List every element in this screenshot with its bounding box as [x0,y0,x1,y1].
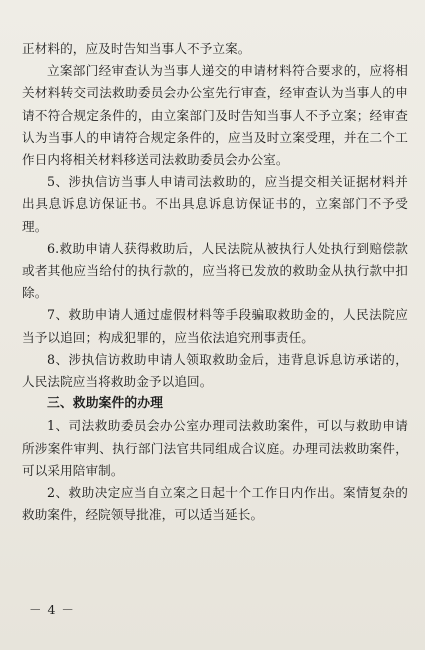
paragraph-item-5: 5、涉执信访当事人申请司法救助的，应当提交相关证据材料并出具息诉息访保证书。不出具息诉息访保证书的，立案部门不予受理。 [22,174,408,234]
page-number: － 4 － [29,602,75,617]
paragraph-item-7: 7、救助申请人通过虚假材料等手段骗取救助金的，人民法院应当予以追回；构成犯罪的，应当依法追究刑事责任。 [22,307,408,345]
section-heading: 三、救助案件的办理 [47,396,164,412]
document-body [22,38,408,526]
paragraph-item-6: 6.救助申请人获得救助后，人民法院从被执行人处执行到赔偿款或者其他应当给付的执行款的，应当将已发放的救助金从执行款中扣除。 [22,240,408,301]
paragraph-item-8: 8、涉执信访救助申请人领取救助金后，违背息诉息访承诺的，人民法院应当将救助金予以追回。 [22,351,408,390]
paragraph-case-item-2: 2、救助决定应当自立案之日起十个工作日内作出。案情复杂的救助案件，经院领导批准，可以适当延长。 [22,485,408,523]
paragraph-filing-review: 立案部门经审查认为当事人递交的申请材料符合要求的，应将相关材料转交司法救助委员会办公室先行审查，经审查认为当事人的申请不符合规定条件的，由立案部门及时告知当事人不予立案；经审查认为当事人的申请符合规定条件的，应当及时立案受理，并在二个工作日内将相关材料移送司法救助委员会办公室。 [22,63,408,168]
paragraph-continuation: 正材料的，应及时告知当事人不予立案。 [22,41,251,56]
paragraph-case-item-1: 1、司法救助委员会办公室办理司法救助案件，可以与救助申请所涉案件审判、执行部门法官共同组成合议庭。办理司法救助案件，可以采用陪审制。 [22,418,408,478]
